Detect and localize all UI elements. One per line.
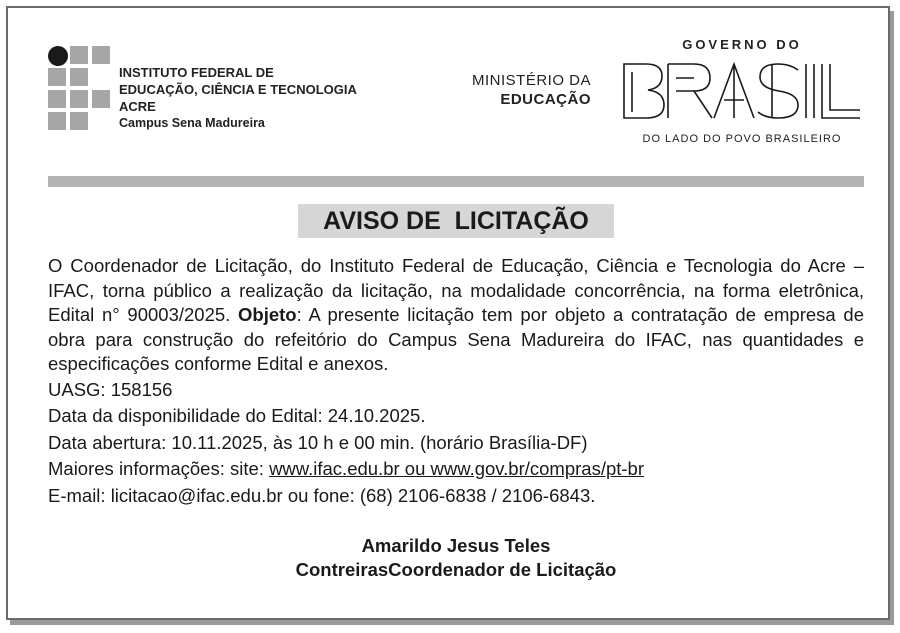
institution-line2: EDUCAÇÃO, CIÊNCIA E TECNOLOGIA: [119, 82, 357, 97]
ministry-name: [420, 71, 591, 109]
object-text: : A presente licitação tem por objeto a contratação de empresa de obra para construção do refeitório do Campus Sena Madureira do IFAC, nas quantidades e especificações conforme Edital e anexos.: [48, 304, 864, 374]
signature-block: [48, 534, 864, 582]
ministry-line1: MINISTÉRIO DA: [471, 72, 591, 89]
info-links[interactable]: www.ifac.edu.br ou www.gov.br/compras/pt-br: [269, 458, 645, 479]
contact-line: E-mail: licitacao@ifac.edu.br ou fone: (68) 2106-6838 / 2106-6843.: [48, 484, 596, 506]
notice-body: [48, 254, 864, 509]
brasil-logo: [622, 60, 862, 122]
institution-line1: INSTITUTO FEDERAL DE: [119, 65, 274, 80]
paragraph-intro: O Coordenador de Licitação, do Instituto Federal de Educação, Ciência e Tecnologia do Acre – IFAC, torna público a realização da licitação, na modalidade concorrência, na forma eletrônica, Edital n° 90003/2025.: [48, 255, 864, 325]
signature-name: Amarildo Jesus Teles: [361, 535, 551, 556]
uasg-line: UASG: 158156: [48, 378, 173, 400]
government-top: GOVERNO DO: [682, 37, 802, 52]
institution-name: [119, 64, 357, 132]
ifac-logo: [48, 46, 112, 134]
availability-line: Data da disponibilidade do Edital: 24.10.2025.: [48, 405, 426, 426]
object-label: Objeto: [238, 304, 297, 325]
info-line: [48, 456, 864, 483]
institution-line3: ACRE: [119, 99, 156, 114]
institution-campus: Campus Sena Madureira: [119, 116, 265, 130]
signature-role: ContreirasCoordenador de Licitação: [295, 559, 617, 580]
separator-bar: [48, 176, 864, 187]
info-prefix: Maiores informações: site:: [48, 458, 270, 479]
notice-paragraph: [48, 254, 864, 377]
notice-title: AVISO DE LICITAÇÃO: [323, 207, 589, 235]
opening-line: Data abertura: 10.11.2025, às 10 h e 00 min. (horário Brasília-DF): [48, 431, 588, 453]
ministry-line2: EDUCAÇÃO: [500, 91, 591, 108]
government-tagline: DO LADO DO POVO BRASILEIRO: [642, 133, 842, 145]
